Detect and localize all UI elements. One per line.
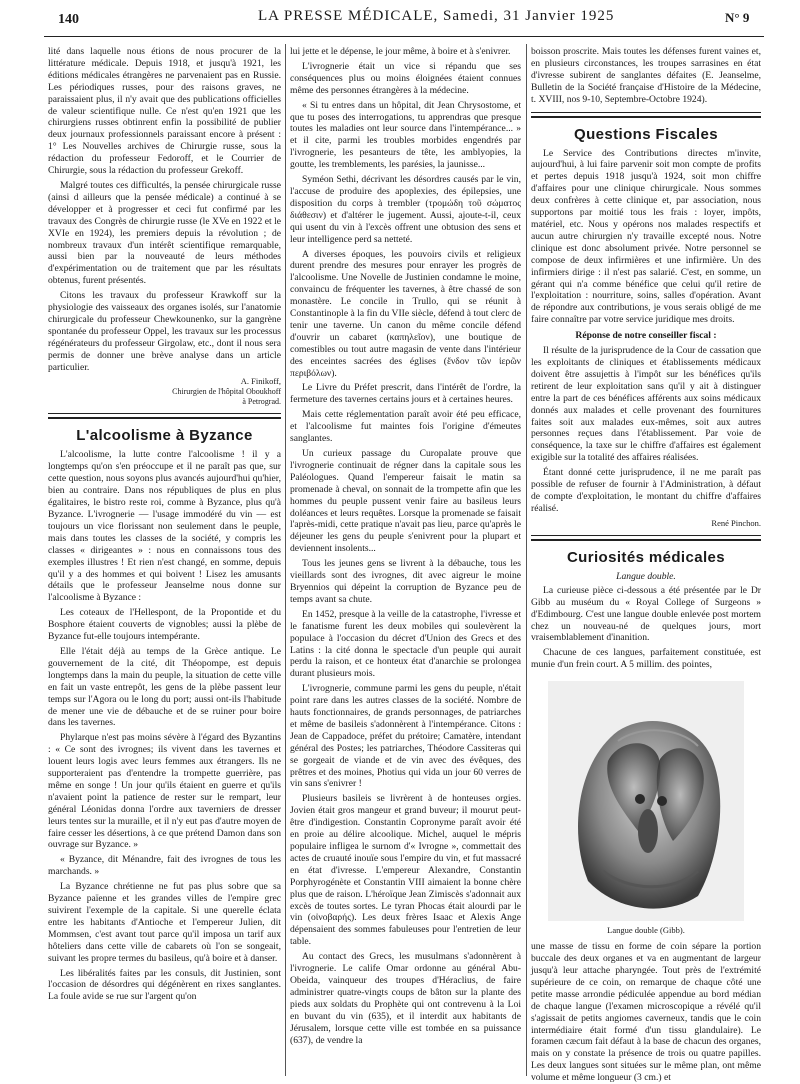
paragraph: Phylarque n'est pas moins sévère à l'égard des Byzantins : « Ce sont des ivrognes; ils vivent dans les tavernes et louent leurs logis avec leurs femmes aux étrangers. Ils ne supporteraient pas d'entendre la trompette guerrière, pas même en songe ! Un jour qu'ils étaient en guerre et qu'ils n'avaient point la patience de rester sur le rempart, leur général Léonidas donna l'ordre aux taverniers de dresser leurs tentes sur la muraille, et il n'y eut pas d'autre moyen de faire cesser les désertions, à ce que prétend Damon dans son ouvrage sur Byzance. » [48,732,281,851]
section-rule [531,535,761,536]
column-2 [290,46,521,1076]
paragraph: lité dans laquelle nous étions de nous procurer de la littérature médicale. Depuis 1918, et jusqu'à 1921, les éditions médicales étrangères ne parvenaient pas en Russie. Les périodiques russes, pour des raisons graves, ne paraissaient plus, il n'y avait que des publications officielles de valeur scientifique nulle. Ce n'est qu'en 1921 que les chirurgiens russes obtinrent enfin la possibilité de publier deux journaux professionnels paraissant encore à présent : 1° Les Nouvelles archives de Chirurgie russe, sous la rédaction du professeur Fedoroff, et le Courrier de Chirurgie, sous la rédaction du professeur Grekoff. [48,46,281,177]
paragraph: La curieuse pièce ci-dessous a été présentée par le Dr Gibb au muséum du « Royal College of Surgeons » d'Edimbourg. C'est une langue double enlevée post mortem chez un nouveau-né de quelques jours, mort vraisemblablement d'inanition. [531,584,761,644]
page-header [0,0,800,38]
paragraph: Le Service des Contributions directes m'invite, aujourd'hui, à lui faire parvenir soit mon compte de profits et pertes depuis 1918 jusqu'à 1924, soit mon chiffre d'affaires pour une clinique chirurgicale. Nous sommes deux confrères à cette clinique et, par association, nous supportons par moitié tous les frais : loyer, impôts, matériel, etc. Nous y opérons nos malades respectifs et aucun autre chirurgien n'y travaille excepté nous. Notre clinique est donc absolument privée. Notre personnel se compose de deux infirmières et une infirmière. Un des infirmiers dirige : il n'est pas salarié. C'est, en somme, un gérant qui n'a comme bénéfice que celui qu'il retire de l'exploitation : nourriture, soins, salles d'opération. Avant de répondre aux contributions, je vous serais obligé de me faire connaître par votre service juridique mes droits. [531,147,761,326]
paragraph: Les libéralités faites par les consuls, dit Justinien, sont l'occasion de désordres qui dégénèrent en rixes sanglantes. La foule avide se rue sur l'argent qu'on [48,967,281,1003]
paragraph: Un curieux passage du Curopalate prouve que l'ivrognerie continuait de régner dans la capitale sous les Paléologues. Quand l'empereur faisait le matin sa promenade à cheval, on sonnait de la trompette afin que les hommes du peuple pussent venir faire au basileus leurs doléances et leurs requêtes. Lorsque la promenade se faisait l'après-midi, cette pratique n'avait pas lieu, parce qu'après le déjeuner les gens du peuple s'enivrent pour la plupart et deviennent insolents... [290,448,521,555]
paragraph: Tous les jeunes gens se livrent à la débauche, tous les vieillards sont des ivrognes, dit avec aigreur le moine Bryennios qui dépeint la corruption de Byzance peu de temps avant sa chute. [290,558,521,605]
paragraph: La Byzance chrétienne ne fut pas plus sobre que sa Byzance païenne et les grandes villes de l'empire grec suivirent l'exemple de la capitale. Si une querelle éclata entre les habitants d'Antioche et l'empereur Julien, dit Mommsen, c'est avant tout parce qu'il imposa un tarif aux hôteliers dans cette ville de cabarets où l'on se songeait, suivant les propre termes du basileus, qu'à boire et à danser. [48,881,281,964]
author-affiliation: Chirurgien de l'hôpital Oboukhoff [172,387,281,397]
double-tongue-figure [548,681,744,921]
running-title: LA PRESSE MÉDICALE, Samedi, 31 Janvier 1925 [258,8,615,24]
paragraph: boisson proscrite. Mais toutes les défenses furent vaines et, en plusieurs circonstances, les troupes sarrasines en état d'ivresse subirent de sanglantes défaites (E. Jeanselme, Bulletin de la Société française d'Histoire de la Médecine, t. XVIII, nos 9-10, Septembre-Octobre 1924). [531,46,761,105]
paragraph: En 1452, presque à la veille de la catastrophe, l'ivresse et le fanatisme furent les deux mobiles qui soulevèrent la populace à l'occasion du décret d'Union des Grecs et des Latins : la cité donna le spectacle d'un peuple qui aurait perdu la raison, et ce honteux état d'anarchie se prolongea durant plusieurs mois. [290,608,521,680]
paragraph: lui jette et le dépense, le jour même, à boire et à s'enivrer. [290,46,511,57]
section-rule-thick [531,539,761,541]
paragraph: Plusieurs basileis se livrèrent à de honteuses orgies. Jovien était gros mangeur et grand buveur; il mourut peut-être d'indigestion. Constantin Copronyme paraît avoir été en proie au délire alcoolique. Michel, auquel le mépris populaire infligea le surnom d'« Ivrogne », commettait des actes de cruauté inouïe sous l'empire du vin, et fut massacré en état d'ivresse. L'empereur Alexandre, Constantin Porphyrogénète et Constantin VIII aimaient la bonne chère plus que de raison. L'héroïque Jean Zimiscès s'adonnait aux excès de toutes sortes. Le tyran Phocas était alourdi par le vin (οἰνοβαρής). Les deux frères Isaac et Alexis Ange dépensaient des sommes fabuleuses pour l'entretien de leur table. [290,793,521,948]
section-rule [531,112,761,113]
paragraph: Étant donné cette jurisprudence, il ne me paraît pas possible de refuser de fournir à l'Administration, à défaut de compte d'exploitation, le montant du chiffre d'affaires réalisé. [531,467,761,514]
paragraph: Syméon Sethi, décrivant les désordres causés par le vin, l'accuse de produire des apoplexies, des épilepsies, une disposition du corps à trembler (τρομώδη τοῦ σώματος διάθεσιν) et d'altérer le jugement. Aussi, ajoute-t-il, ceux qui usent du vin à l'excès offrent une obtusion des sens et leur intelligence perd sa netteté. [290,174,521,245]
header-rule [44,36,764,37]
paragraph: Citons les travaux du professeur Krawkoff sur la physiologie des vaisseaux des organes isolés, sur l'anatomie chirurgicale du professeur Chewkounenko, sur la gangrène spontanée du professeur Oppel, les travaux sur les processus régénérateurs du professeur Girgolaw, etc., dont il nous sera permis de donner une brève analyse dans un article particulier. [48,290,281,373]
paragraph: « Si tu entres dans un hôpital, dit Jean Chrysostome, et que tu poses des interrogations, tu apprendras que presque toutes les maladies ont leur source dans l'intempérance... » et il cite, parmi les troubles morbides engendrés par l'ivrognerie, les pesanteurs de tête, les amblyopies, la goutte, les tremblements, les parésies, la jaunisse... [290,99,521,171]
figure-caption: Langue double (Gibb). [607,925,685,936]
column-divider-1 [285,44,286,1076]
author-signature: René Pinchon. [711,517,761,528]
section-rule [48,413,281,414]
author-signature: A. Finikoff, [240,376,281,387]
issue-number: N° 9 [725,10,750,25]
section-title: Curiosités médicales [566,548,726,566]
section-rule-thick [531,116,761,118]
section-title: L'alcoolisme à Byzance [76,427,253,445]
paragraph: Les coteaux de l'Hellespont, de la Propontide et du Bosphore étaient couverts de vignobles; aussi la plèbe de Byzance fut-elle toujours intempérante. [48,607,281,643]
paragraph: L'ivrognerie était un vice si répandu que ses conséquences plus ou moins éloignées étaient connues même des personnes étrangères à la médecine. [290,60,521,96]
page-number: 140 [58,12,79,27]
column-1 [48,46,281,1076]
paragraph: L'ivrognerie, commune parmi les gens du peuple, n'était point rare dans les autres classes de la société. Nombre de hauts fonctionnaires, de grands personnages, de patriarches et même de basileis s'adonnèrent à l'intempérance. Citons : Jean de Cappadoce, préfet du prétoire; Camatère, intendant général des Postes; les patriarches, Théodore Cassiteras qui se gorgeait de viande et de vin avec des évêques, des prêtres et des moines, Photius qui vida un jour 60 verres de vin sans s'enivrer ! [290,683,521,790]
paragraph: Elle l'était déjà au temps de la Grèce antique. Le gouvernement de la cité, dit Théopompe, est depuis longtemps dans la main du peuple, la situation de cette ville en fait un vaste entrepôt, les gens de la plèbe passent leur temps sur l'Agora ou le long du port; aussi ont-ils l'habitude de mener une vie de débauche et de se ruiner pour boire dans les tavernes. [48,645,281,729]
paragraph: Au contact des Grecs, les musulmans s'adonnèrent à l'ivrognerie. Le calife Omar ordonne au général Abu-Obeida, vainqueur des troupes d'Héraclius, de faire administrer quatre-vingts coups de bâton sur la plante des pieds aux soldats du Prophète qui ont contrevenu à la Loi en buvant du vin (635), et il interdit aux habitants de Jérusalem, lorsque cette ville est tombée en sa puissance (637), de vendre la [290,951,521,1046]
paragraph: Malgré toutes ces difficultés, la pensée chirurgicale russe (ainsi d ailleurs que la pensée médicale) a continué à se développer et à progresser et ceci fut confirmé par les travaux des Congrès de chirurgie russe (le XVe en 1922 et le XVIe en 1924), les premiers depuis la révolution ; de nombreux travaux d'un intérêt scientifique remarquable, aussi bien par la nouveauté de leurs méthodes d'expérimentation ou de traitement que par les résultats obtenus, furent présentés. [48,179,281,287]
paragraph: Le Livre du Préfet prescrit, dans l'intérêt de l'ordre, la fermeture des tavernes certains jours et à certaines heures. [290,382,521,406]
paragraph: Chacune de ces langues, parfaitement constituée, est munie d'un frein court. A 5 millim. des pointes, [531,647,761,671]
paragraph: A diverses époques, les pouvoirs civils et religieux durent prendre des mesures pour enrayer les progrès de l'alcoolisme. Une Novelle de Justinien condamne le moine, convaincu de fréquenter les tavernes, à être chassé de son monastère. Le concile in Trullo, qui se réunit à Constantinople à la fin du VIIe siècle, défend à tout clerc de tenir une taverne. Un canon du même concile défend d'ouvrir un cabaret (καπηλεῖον), une boutique de comestibles ou tout autre magasin de vente dans l'intérieur des enceintes sacrées des églises (ἔνδον τῶν ἱερῶν περιβόλων). [290,248,521,379]
paragraph: L'alcoolisme, la lutte contre l'alcoolisme ! il y a longtemps qu'on s'en préoccupe et il ne paraît pas que, sur cette question, nous soyons plus avancés aujourd'hui qu'hier, bien au contraire. Dans nos républiques de plus en plus égalitaires, le bistro reste roi, comme à Byzance, plus qu'à Byzance. L'ivrognerie — l'usage immodéré du vin — est toujours un vice florissant non seulement dans le peuple, mais dans toutes les classes de la société, y compris les classes « dirigeantes » : nous en connaissons tous des exemples illustres ! Et rien n'est changé, en somme, depuis qu'il y a des hommes et qui boivent ! Lisez les amusants détails que le professeur Jeanselme nous donne sur l'alcoolisme à Byzance : [48,449,281,604]
author-location: à Petrograd. [242,397,281,407]
section-subtitle: Langue double. [616,570,676,582]
column-divider-2 [526,44,527,1076]
paragraph: Il résulte de la jurisprudence de la Cour de cassation que les exploitants de cliniques et établissements médicaux doivent être assujettis à l'impôt sur les bénéfices qu'ils retirent de leur exploitation sans qu'il y ait à distinguer entre la part de ces bénéfices afférents aux soins médicaux donnés aux malades et celle provenant des fournitures faites soit aux malades eux-mêmes, soit aux autres personnes reçues dans l'établissement. Par voie de conséquence, la taxe sur le chiffre d'affaires est également exigible sur la totalité des affaires réalisées. [531,345,761,464]
paragraph: « Byzance, dit Ménandre, fait des ivrognes de tous les marchands. » [48,854,281,878]
paragraph: une masse de tissu en forme de coin sépare la portion buccale des deux organes et va en augmentant de largeur jusqu'à leur attache pharyngée. Tout près de l'extrémité supérieure de ce coin, on remarque de chaque côté une petite masse arrondie pédiculée appendue au bord médian de chaque langue (l'examen microscopique a révélé qu'il s'agissait de petits angiomes caverneux, tandis que le coin intermédiaire était formé d'un tissu glandulaire). Le foramen cæcum fait défaut à la base de chacun des organes, mais on y constate la présence de trois ou quatre papilles. Les deux langues sont situées sur le même plan, ont même volume et même longueur (3 cm.) et [531,941,761,1084]
answer-heading: Réponse de notre conseiller fiscal : [575,330,717,342]
section-rule-thick [48,417,281,419]
double-tongue-illustration [548,681,744,921]
paragraph: Mais cette réglementation paraît avoir été peu efficace, et l'alcoolisme fut maintes fois l'origine d'émeutes sanglantes. [290,409,521,445]
column-3 [531,46,761,1084]
section-title: Questions Fiscales [574,125,718,143]
